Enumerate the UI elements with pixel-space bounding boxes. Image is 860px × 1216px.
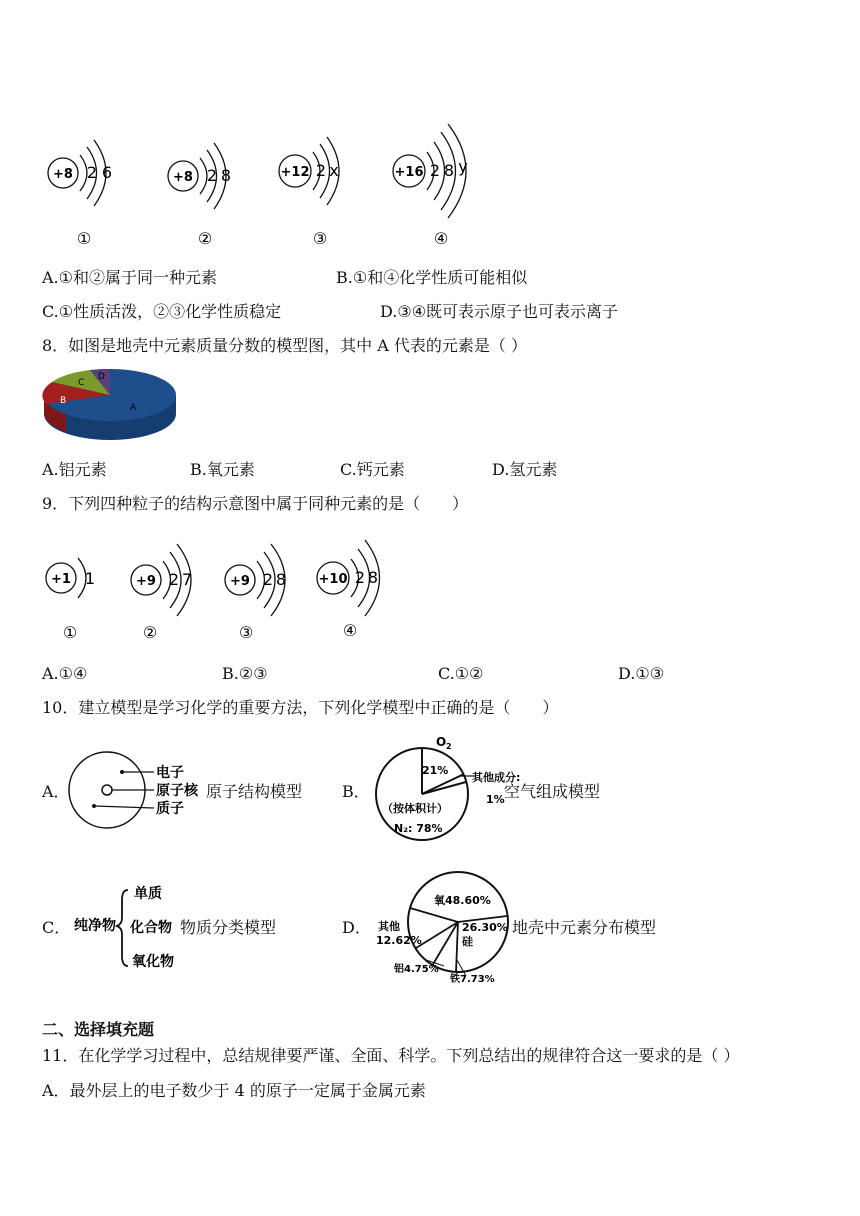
q8-option-a[interactable]: A.铝元素 bbox=[42, 460, 107, 479]
shell-2: 8 bbox=[367, 568, 379, 587]
diagram-label: ③ bbox=[312, 229, 328, 248]
label-nucleus: 原子核 bbox=[156, 783, 198, 799]
shell-1: 2 bbox=[168, 570, 180, 589]
q10-b-caption: 空气组成模型 bbox=[504, 782, 601, 801]
q8-option-c[interactable]: C.钙元素 bbox=[340, 460, 405, 479]
label-other-percent: 1% bbox=[486, 793, 505, 806]
nucleus-charge: +8 bbox=[173, 170, 193, 185]
label-silicon: 硅 bbox=[462, 935, 473, 948]
shell-1: 2 bbox=[429, 161, 441, 180]
shell-2: 7 bbox=[181, 570, 193, 589]
q9-diagrams bbox=[0, 530, 420, 645]
q8-question: 8．如图是地壳中元素质量分数的模型图，其中 A 代表的元素是（ ） bbox=[42, 336, 527, 355]
diagram-label: ② bbox=[142, 623, 158, 642]
particle-diagram-4 bbox=[317, 540, 380, 640]
diagram-label: ④ bbox=[433, 229, 449, 248]
pie-label-d: D bbox=[98, 372, 105, 382]
nucleus-charge: +10 bbox=[318, 572, 348, 587]
q10-c-caption: 物质分类模型 bbox=[180, 918, 277, 937]
q9-option-d[interactable]: D.①③ bbox=[618, 664, 665, 683]
q10-option-d-letter[interactable]: D． bbox=[342, 918, 371, 937]
nucleus-charge: +8 bbox=[53, 167, 73, 182]
shell-1: 2 bbox=[315, 161, 327, 180]
shell-1: 2 bbox=[206, 166, 218, 185]
label-iron: 铁7.73% bbox=[450, 974, 495, 985]
label-electron: 电子 bbox=[156, 765, 184, 781]
q10-question: 10．建立模型是学习化学的重要方法，下列化学模型中正确的是（ ） bbox=[42, 698, 559, 717]
shell-1: 2 bbox=[86, 163, 98, 182]
diagram-label: ① bbox=[76, 229, 92, 248]
shell-3: y bbox=[458, 157, 468, 176]
pie-label-c: C bbox=[78, 378, 85, 388]
q9-question: 9．下列四种粒子的结构示意图中属于同种元素的是（ ） bbox=[42, 494, 469, 513]
q9-option-c[interactable]: C.①② bbox=[438, 664, 484, 683]
label-oxide: 氧化物 bbox=[132, 954, 174, 970]
atom-diagram-2 bbox=[168, 143, 231, 248]
label-other: 其他成分: bbox=[472, 771, 521, 784]
shell-2: 8 bbox=[220, 166, 232, 185]
label-aluminum: 铝4.75% bbox=[394, 964, 439, 975]
q10-d-caption: 地壳中元素分布模型 bbox=[512, 918, 657, 937]
shell-1: 2 bbox=[262, 570, 274, 589]
shell-1: 2 bbox=[354, 568, 366, 587]
particle-diagram-1 bbox=[46, 558, 95, 642]
label-silicon-percent: 26.30% bbox=[462, 921, 508, 934]
nucleus-charge: +9 bbox=[230, 574, 250, 589]
nucleus-charge: +16 bbox=[394, 165, 424, 180]
label-other-percent: 12.62% bbox=[376, 934, 422, 947]
q11-question: 11．在化学学习过程中，总结规律要严谨、全面、科学。下列总结出的规律符合这一要求的是（ ） bbox=[42, 1046, 740, 1065]
q11-option-a[interactable]: A．最外层上的电子数少于 4 的原子一定属于金属元素 bbox=[42, 1081, 426, 1100]
crust-distribution-model bbox=[370, 864, 520, 990]
particle-diagram-2 bbox=[131, 544, 192, 642]
label-o2-subscript: 2 bbox=[446, 742, 452, 751]
pie-label-a: A bbox=[130, 403, 137, 413]
shell-2: 8 bbox=[443, 161, 455, 180]
label-element: 单质 bbox=[134, 886, 162, 902]
label-compound: 化合物 bbox=[130, 920, 172, 936]
label-other: 其他 bbox=[378, 920, 400, 933]
pie-label-b: B bbox=[60, 396, 67, 406]
label-by-volume: （按体积计） bbox=[382, 802, 448, 815]
shell-1: 1 bbox=[84, 569, 96, 588]
particle-diagram-3 bbox=[225, 544, 286, 642]
q9-option-a[interactable]: A.①④ bbox=[42, 664, 88, 683]
label-o2-percent: 21% bbox=[422, 764, 449, 777]
q9-option-b[interactable]: B.②③ bbox=[222, 664, 268, 683]
label-o2: O bbox=[436, 735, 447, 749]
atom-diagram-4 bbox=[393, 124, 468, 248]
nucleus-charge: +1 bbox=[51, 572, 71, 587]
q10-a-caption: 原子结构模型 bbox=[206, 782, 303, 801]
q10-option-c-letter[interactable]: C． bbox=[42, 918, 71, 937]
label-proton: 质子 bbox=[156, 801, 184, 817]
q8-option-d[interactable]: D.氢元素 bbox=[492, 460, 558, 479]
q7-option-b[interactable]: B.①和④化学性质可能相似 bbox=[336, 268, 528, 287]
q7-option-c[interactable]: C.①性质活泼，②③化学性质稳定 bbox=[42, 302, 282, 321]
atom-diagram-1 bbox=[48, 140, 112, 248]
shell-2: 6 bbox=[101, 163, 113, 182]
q7-diagrams bbox=[0, 110, 520, 260]
diagram-label: ④ bbox=[342, 621, 358, 640]
q7-option-a[interactable]: A.①和②属于同一种元素 bbox=[42, 268, 217, 287]
label-pure-substance: 纯净物 bbox=[74, 918, 116, 934]
diagram-label: ② bbox=[197, 229, 213, 248]
q10-option-b-letter[interactable]: B． bbox=[342, 782, 370, 801]
shell-2: 8 bbox=[275, 570, 287, 589]
diagram-label: ③ bbox=[238, 623, 254, 642]
nucleus-charge: +9 bbox=[136, 574, 156, 589]
atom-diagram-3 bbox=[279, 137, 339, 248]
q10-option-a-letter[interactable]: A． bbox=[42, 782, 70, 801]
q8-option-b[interactable]: B.氧元素 bbox=[190, 460, 255, 479]
label-n2: N₂: 78% bbox=[394, 822, 443, 835]
section-heading: 二、选择填充题 bbox=[42, 1020, 155, 1039]
diagram-label: ① bbox=[62, 623, 78, 642]
shell-2: x bbox=[329, 161, 339, 180]
nucleus-charge: +12 bbox=[280, 165, 310, 180]
q7-option-d[interactable]: D.③④既可表示原子也可表示离子 bbox=[380, 302, 619, 321]
atom-structure-model bbox=[62, 742, 212, 842]
substance-classification-model bbox=[70, 878, 190, 974]
label-oxygen: 氧48.60% bbox=[434, 894, 491, 907]
crust-pie-3d bbox=[38, 362, 188, 452]
